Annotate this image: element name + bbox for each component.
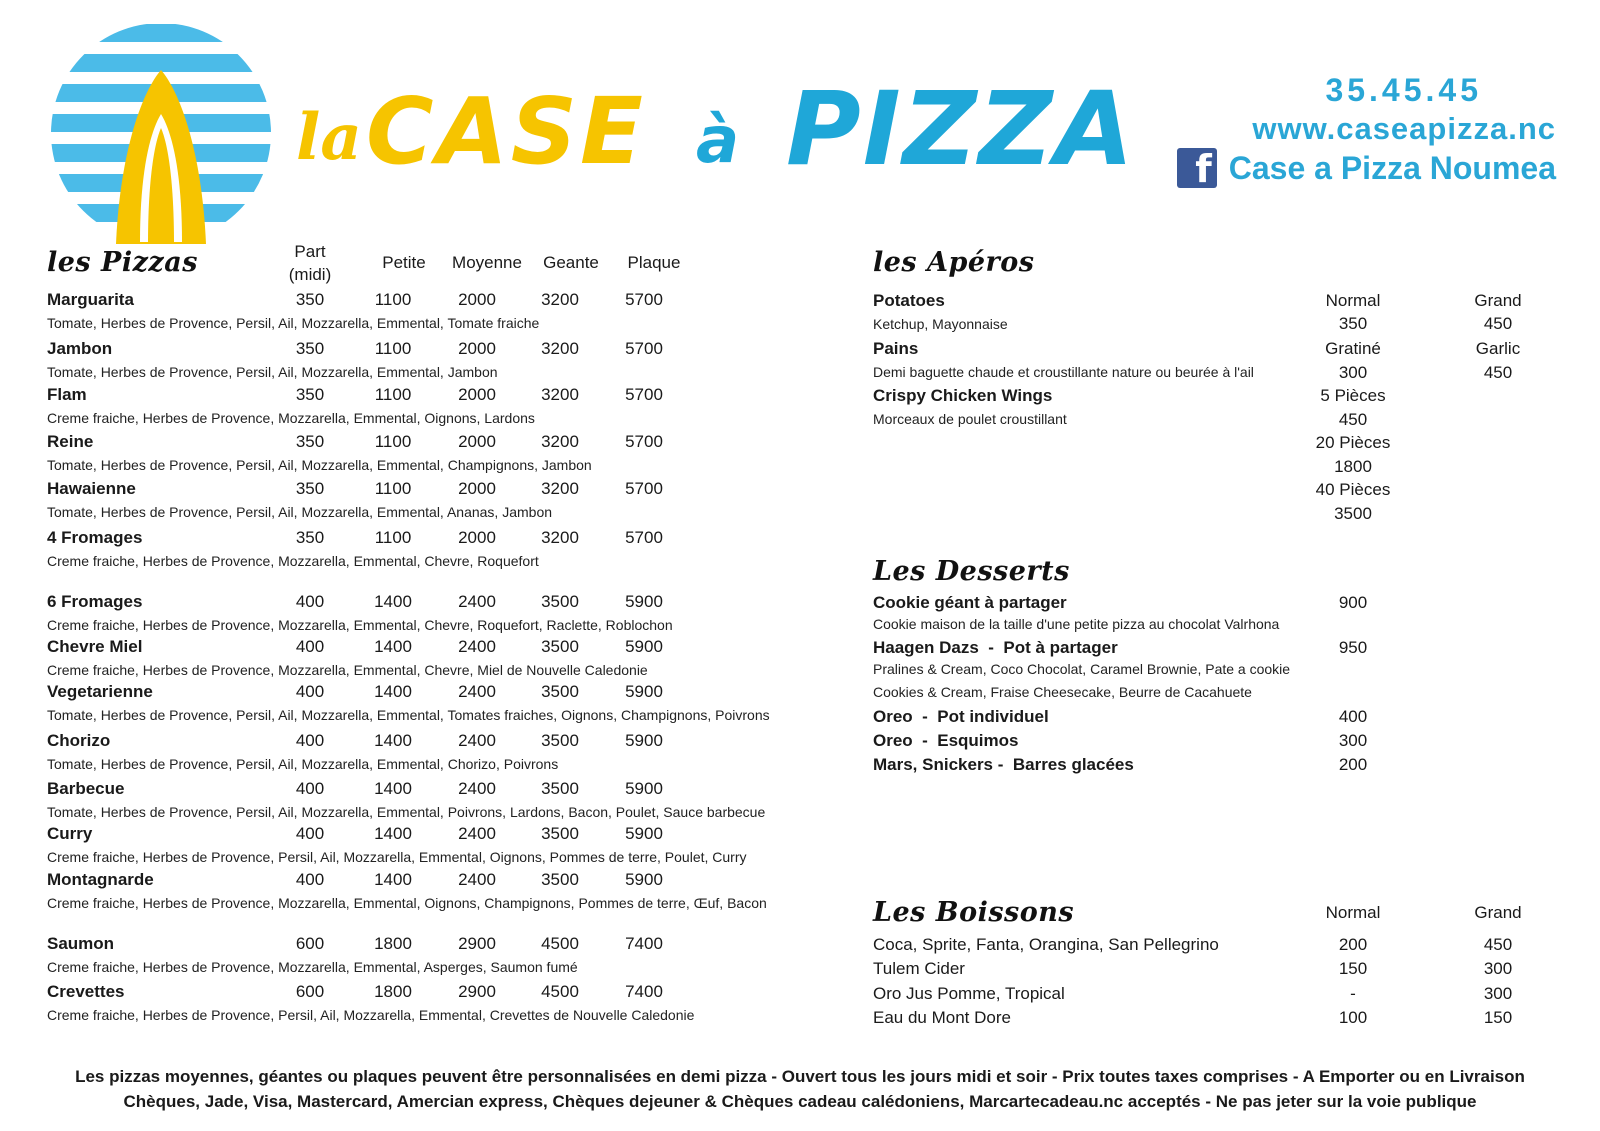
pizza-price: 2000 [458,432,496,451]
footer-line: Chèques, Jade, Visa, Mastercard, Amercian express, Chèques dejeuner & Chèques cadeau calédoniens, Marcartecadeau.nc acceptés - Ne pas jeter sur la voie publique [123,1092,1477,1111]
desserts-section-title: Les Desserts [873,556,1070,587]
menu-item-description: Demi baguette chaude et croustillante nature ou beurée à l'ail [873,364,1254,380]
pizza-price: 5700 [625,385,663,404]
col-header-part-line2: (midi) [288,265,332,284]
pizza-price: 5900 [625,592,663,611]
col-header-normal: Normal [1325,291,1381,310]
pizza-price: 350 [295,528,325,547]
menu-item-description: Cookie maison de la taille d'une petite pizza au chocolat Valrhona [873,616,1280,632]
drink-name: Coca, Sprite, Fanta, Orangina, San Pellegrino [873,935,1219,954]
pizza-price: 3500 [541,779,579,798]
pizza-price: 400 [295,870,325,889]
pizza-price: 5900 [625,731,663,750]
price: 200 [1338,755,1368,774]
price: 450 [1483,314,1513,333]
pizza-price: 3200 [541,290,579,309]
pizza-description: Creme fraiche, Herbes de Provence, Mozzarella, Emmental, Chevre, Miel de Nouvelle Caledonie [47,662,648,678]
pizza-price: 1400 [374,592,412,611]
pizza-name: Chevre Miel [47,637,143,656]
option-label: 40 Pièces [1315,480,1391,499]
pizza-price: 2000 [458,290,496,309]
pizza-price: 1100 [374,385,412,404]
pizza-price: 4500 [541,982,579,1001]
pizza-price: 400 [295,592,325,611]
pizza-price: 7400 [625,934,663,953]
pizza-name: Barbecue [47,779,125,798]
pizza-price: 400 [295,824,325,843]
pizza-price: 2000 [458,479,496,498]
pizza-price: 600 [295,982,325,1001]
price: 950 [1338,638,1368,657]
drink-name: Oro Jus Pomme, Tropical [873,984,1065,1003]
pizza-price: 2400 [458,731,496,750]
pizza-description: Creme fraiche, Herbes de Provence, Mozzarella, Emmental, Chevre, Roquefort, Raclette, Roblochon [47,617,673,633]
pizza-description: Tomate, Herbes de Provence, Persil, Ail, Mozzarella, Emmental, Jambon [47,364,498,380]
pizza-price: 5700 [625,432,663,451]
pizza-description: Creme fraiche, Herbes de Provence, Mozzarella, Emmental, Oignons, Champignons, Pommes de terre, Œuf, Bacon [47,895,767,911]
pizza-price: 2400 [458,870,496,889]
pizza-description: Tomate, Herbes de Provence, Persil, Ail, Mozzarella, Emmental, Tomate fraiche [47,315,540,331]
pizza-price: 350 [295,339,325,358]
menu-item-name: Crispy Chicken Wings [873,386,1053,405]
pizza-price: 2900 [458,982,496,1001]
pizza-name: 6 Fromages [47,592,143,611]
col-header-plaque: Plaque [627,253,681,272]
pizza-description: Creme fraiche, Herbes de Provence, Persil, Ail, Mozzarella, Emmental, Crevettes de Nouvelle Caledonie [47,1007,695,1023]
pizza-price: 2400 [458,592,496,611]
col-header-petite: Petite [382,253,426,272]
pizza-price: 2400 [458,682,496,701]
price: 450 [1338,410,1368,429]
pizza-price: 5900 [625,870,663,889]
col-header-part-line1: Part [294,242,326,261]
pizza-name: Jambon [47,339,113,358]
pizza-price: 1100 [374,528,412,547]
pizza-price: 5700 [625,339,663,358]
price: 400 [1338,707,1368,726]
price: 3500 [1334,504,1372,523]
brand-word-a: à [696,104,740,178]
pizza-price: 4500 [541,934,579,953]
drink-price: - [1350,984,1356,1003]
pizza-name: Crevettes [47,982,125,1001]
pizza-price: 1400 [374,870,412,889]
pizza-price: 1400 [374,731,412,750]
footer-notes [0,1064,1600,1114]
brand-word-pizza: PIZZA [786,70,1136,189]
drink-price: 100 [1338,1008,1368,1027]
pizza-price: 3200 [541,385,579,404]
col-header-normal: Normal [1325,903,1381,922]
pizza-price: 350 [295,479,325,498]
menu-item-name: Oreo - Esquimos [873,731,1019,750]
col-header-moyenne: Moyenne [452,253,522,272]
brand-word-case: CASE [366,78,646,185]
pizza-price: 1100 [374,339,412,358]
pizza-price: 1400 [374,637,412,656]
pizza-name: Flam [47,385,87,404]
pizza-price: 3500 [541,592,579,611]
pizza-price: 2000 [458,339,496,358]
pizza-price: 5900 [625,824,663,843]
pizza-description: Tomate, Herbes de Provence, Persil, Ail, Mozzarella, Emmental, Ananas, Jambon [47,504,553,520]
menu-item-description: Pralines & Cream, Coco Chocolat, Caramel Brownie, Pate a cookie [873,661,1291,677]
pizza-price: 350 [295,385,325,404]
pizza-price: 350 [295,432,325,451]
drink-name: Tulem Cider [873,959,965,978]
pizza-price: 2900 [458,934,496,953]
pizza-price: 3500 [541,682,579,701]
pizza-price: 3200 [541,432,579,451]
pizza-name: Reine [47,432,94,451]
pizza-price: 5700 [625,290,663,309]
option-label: 20 Pièces [1315,433,1391,452]
menu-item-description: Ketchup, Mayonnaise [873,316,1008,332]
pizza-price: 400 [295,682,325,701]
pizza-price: 1100 [374,290,412,309]
pizza-name: Hawaienne [47,479,136,498]
contact-block [1177,70,1556,188]
pizza-name: Saumon [47,934,115,953]
pizza-price: 400 [295,731,325,750]
website-link[interactable]: www.caseapizza.nc [1252,111,1556,146]
pizza-price: 350 [295,290,325,309]
boissons-section-title: Les Boissons [873,897,1075,928]
aperos-section-title: les Apéros [873,247,1035,278]
col-header-part [278,240,342,286]
price: 300 [1338,363,1368,382]
pizza-price: 400 [295,779,325,798]
pizza-description: Creme fraiche, Herbes de Provence, Mozzarella, Emmental, Chevre, Roquefort [47,553,539,569]
pizza-price: 3500 [541,637,579,656]
pizza-price: 2400 [458,824,496,843]
col-header-gratine: Gratiné [1325,339,1381,358]
pizzas-section-title: les Pizzas [47,247,198,278]
pizza-price: 7400 [625,982,663,1001]
pizza-description: Creme fraiche, Herbes de Provence, Mozzarella, Emmental, Asperges, Saumon fumé [47,959,578,975]
pizza-description: Tomate, Herbes de Provence, Persil, Ail, Mozzarella, Emmental, Poivrons, Lardons, Bacon, Poulet, Sauce barbecue [47,804,766,820]
pizza-price: 3500 [541,731,579,750]
pizza-price: 5900 [625,637,663,656]
pizza-price: 2000 [458,528,496,547]
footer-line: Les pizzas moyennes, géantes ou plaques peuvent être personnalisées en demi pizza - Ouvert tous les jours midi et soir - Prix toutes taxes comprises - A Emporter ou en Livraison [75,1067,1525,1086]
col-header-garlic: Garlic [1475,339,1521,358]
menu-item-name: Oreo - Pot individuel [873,707,1049,726]
drink-price: 300 [1483,959,1513,978]
pizza-name: Marguarita [47,290,134,309]
pizza-name: 4 Fromages [47,528,143,547]
facebook-link[interactable] [1177,148,1556,188]
pizza-description: Creme fraiche, Herbes de Provence, Mozzarella, Emmental, Oignons, Lardons [47,410,535,426]
menu-item-name: Haagen Dazs - Pot à partager [873,638,1118,657]
col-header-geante: Geante [543,253,599,272]
pizza-price: 2400 [458,637,496,656]
pizza-name: Vegetarienne [47,682,153,701]
pizza-name: Montagnarde [47,870,154,889]
col-header-grand: Grand [1474,291,1522,310]
drink-price: 300 [1483,984,1513,1003]
pizza-description: Tomate, Herbes de Provence, Persil, Ail, Mozzarella, Emmental, Tomates fraiches, Oignons, Champignons, Poivrons [47,707,770,723]
drink-price: 200 [1338,935,1368,954]
pizza-price: 1100 [374,479,412,498]
pizza-price: 5700 [625,479,663,498]
drink-price: 150 [1338,959,1368,978]
pizza-price: 1400 [374,824,412,843]
pizza-price: 1800 [374,934,412,953]
menu-item-description: Morceaux de poulet croustillant [873,411,1067,427]
pizza-price: 600 [295,934,325,953]
pizza-price: 3200 [541,528,579,547]
menu-item-name: Potatoes [873,291,945,310]
pizza-price: 5900 [625,779,663,798]
pizza-price: 3500 [541,870,579,889]
pizza-price: 1800 [374,982,412,1001]
pizza-name: Curry [47,824,93,843]
pizza-description: Tomate, Herbes de Provence, Persil, Ail, Mozzarella, Emmental, Champignons, Jambon [47,457,592,473]
drink-name: Eau du Mont Dore [873,1008,1011,1027]
pizza-price: 400 [295,637,325,656]
pizza-price: 3200 [541,479,579,498]
brand-word-la: la [296,100,362,175]
option-label: 5 Pièces [1320,386,1386,405]
facebook-page-name: Case a Pizza Noumea [1228,150,1556,186]
facebook-icon: f [1177,148,1217,188]
col-header-grand: Grand [1474,903,1522,922]
pizza-name: Chorizo [47,731,111,750]
menu-item-name: Cookie géant à partager [873,593,1067,612]
pizza-price: 1400 [374,682,412,701]
drink-price: 450 [1483,935,1513,954]
pizza-price: 3500 [541,824,579,843]
pizza-price: 1100 [374,432,412,451]
price: 900 [1338,593,1368,612]
pizza-description: Tomate, Herbes de Provence, Persil, Ail, Mozzarella, Emmental, Chorizo, Poivrons [47,756,559,772]
logo-emblem [50,22,272,244]
pizza-price: 5700 [625,528,663,547]
pizza-price: 1400 [374,779,412,798]
menu-item-name: Mars, Snickers - Barres glacées [873,755,1134,774]
price: 350 [1338,314,1368,333]
phone-number[interactable]: 35.45.45 [1325,72,1482,108]
pizza-price: 3200 [541,339,579,358]
drink-price: 150 [1483,1008,1513,1027]
price: 450 [1483,363,1513,382]
price: 1800 [1334,457,1372,476]
pizza-description: Creme fraiche, Herbes de Provence, Persil, Ail, Mozzarella, Emmental, Oignons, Pommes de terre, Poulet, Curry [47,849,747,865]
menu-item-description: Cookies & Cream, Fraise Cheesecake, Beurre de Cacahuete [873,684,1252,700]
price: 300 [1338,731,1368,750]
pizza-price: 2400 [458,779,496,798]
pizza-price: 5900 [625,682,663,701]
menu-item-name: Pains [873,339,919,358]
pizza-price: 2000 [458,385,496,404]
